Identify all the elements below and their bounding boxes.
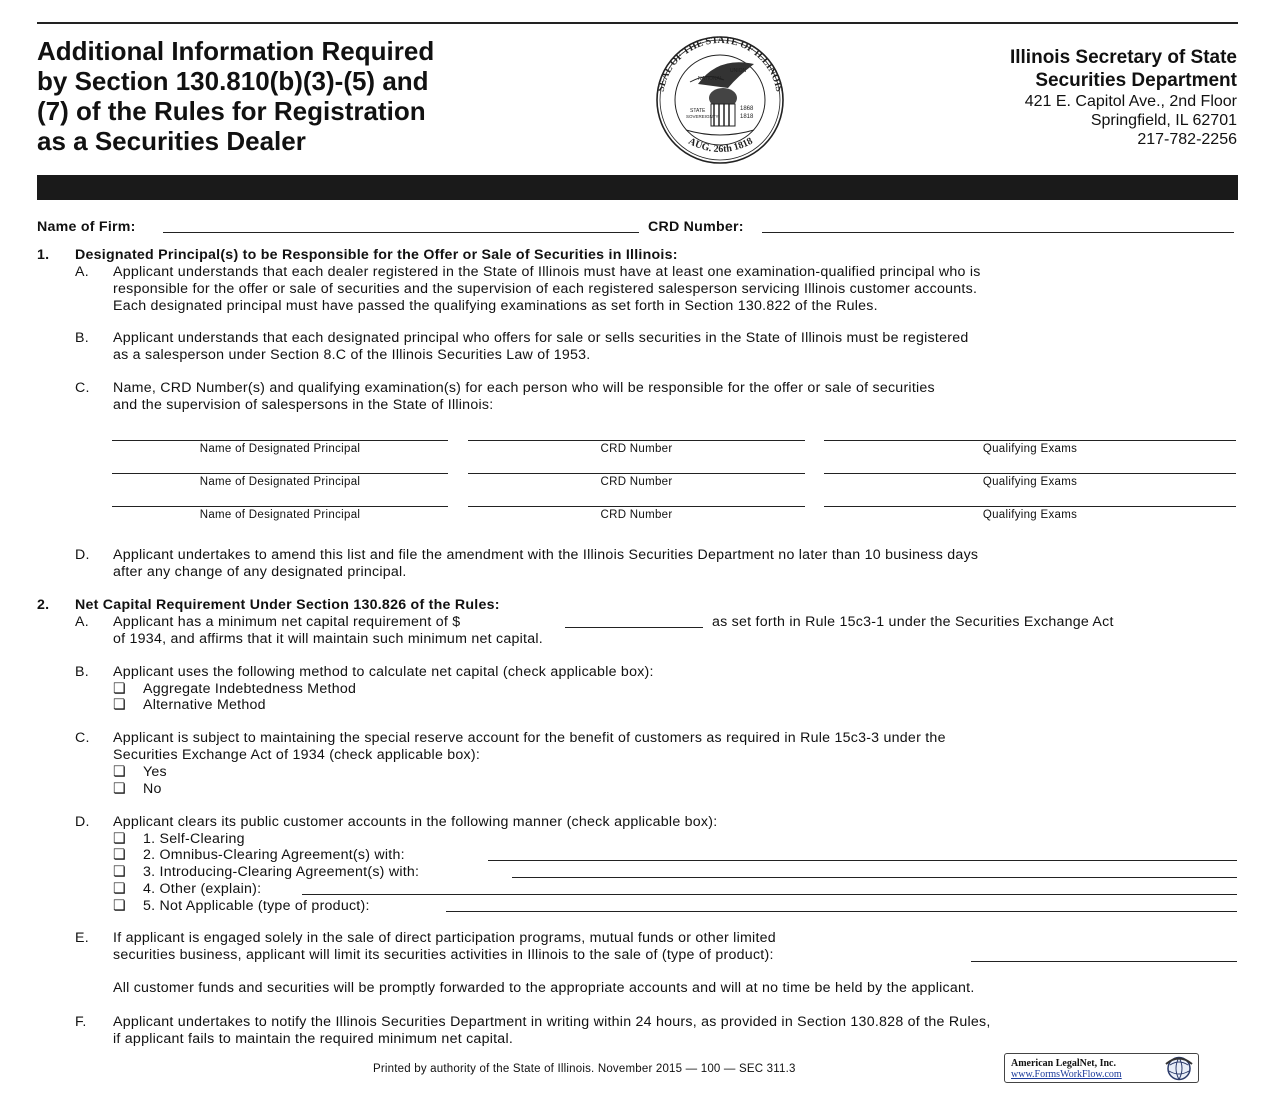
text-line: Each designated principal must have passed the qualifying examinations as set forth in Section 130.822 of the Rules. — [113, 298, 878, 314]
checkbox-option[interactable] — [113, 881, 261, 898]
checkbox-option[interactable] — [113, 697, 266, 714]
column-caption: CRD Number — [600, 509, 673, 521]
principal-name-field[interactable] — [112, 440, 448, 441]
checkbox-icon[interactable]: ❏ — [113, 697, 126, 713]
text-line: Applicant undertakes to amend this list and file the amendment with the Illinois Securities Department no later than 10 business days — [113, 547, 979, 563]
seal-year-text: 1868 — [740, 106, 754, 112]
item-letter: B. — [75, 330, 89, 346]
item-text: Applicant uses the following method to calculate net capital (check applicable box): — [113, 664, 654, 680]
item-text: If applicant is engaged solely in the sale of direct participation programs, mutual funds or other limited — [113, 930, 776, 946]
item-text: Applicant clears its public customer accounts in the following manner (check applicable box): — [113, 814, 718, 830]
principal-exams-field[interactable] — [824, 440, 1236, 441]
text-line: after any change of any designated principal. — [113, 564, 407, 580]
seal-date-text: AUG. 26th 1818 — [686, 135, 755, 156]
top-rule — [37, 22, 1238, 24]
principal-name-field[interactable] — [112, 506, 448, 507]
title-line: Additional Information Required — [37, 36, 435, 66]
item-text: securities business, applicant will limit its securities activities in Illinois to the sale of (type of product): — [113, 947, 774, 963]
item-letter: D. — [75, 547, 90, 563]
checkbox-icon[interactable]: ❏ — [113, 864, 126, 880]
option-label: No — [143, 781, 162, 797]
omnibus-clearing-field[interactable] — [488, 860, 1237, 861]
crd-number-label: CRD Number: — [648, 219, 744, 235]
brand-name: American LegalNet, Inc. — [1011, 1058, 1116, 1069]
text-line: Applicant understands that each designated principal who offers for sale or sells securities in the State of Illinois must be registered — [113, 330, 969, 346]
section-heading: Designated Principal(s) to be Responsible for the Offer or Sale of Securities in Illinois: — [75, 247, 678, 263]
option-label: Aggregate Indebtedness Method — [143, 681, 357, 697]
footer-text: Printed by authority of the State of Illinois. November 2015 — 100 — SEC 311.3 — [373, 1063, 796, 1075]
principal-crd-field[interactable] — [468, 473, 805, 474]
brand-link[interactable]: www.FormsWorkFlow.com — [1011, 1069, 1122, 1080]
item-letter: C. — [75, 380, 90, 396]
text-line: Applicant is subject to maintaining the special reserve account for the benefit of customers as required in Rule 15c3-3 under the — [113, 730, 946, 746]
header-bar — [37, 175, 1238, 200]
state-seal-icon — [628, 36, 813, 164]
address-street: 421 E. Capitol Ave., 2nd Floor — [1024, 93, 1237, 110]
column-caption: Qualifying Exams — [982, 443, 1078, 455]
seal-banner-text: NATIONAL — [698, 76, 723, 82]
seal-arc-text: SEAL OF THE STATE OF ILLINOIS — [655, 36, 785, 93]
item-text — [113, 330, 969, 364]
checkbox-icon[interactable]: ❏ — [113, 764, 126, 780]
seal-banner-text: SOVEREIGNTY — [686, 114, 719, 119]
column-caption: Name of Designated Principal — [199, 443, 361, 455]
text-line: responsible for the offer or sale of securities and the supervision of each registered salesperson servicing Illinois customer accounts. — [113, 281, 978, 297]
item-text — [113, 730, 946, 764]
checkbox-option[interactable] — [113, 681, 356, 698]
agency-name: Illinois Secretary of State — [1009, 47, 1237, 68]
net-capital-amount-field[interactable] — [565, 627, 703, 628]
checkbox-option[interactable] — [113, 898, 370, 915]
checkbox-icon[interactable]: ❏ — [113, 831, 126, 847]
checkbox-option[interactable] — [113, 781, 162, 798]
title-line: as a Securities Dealer — [37, 126, 306, 156]
checkbox-icon[interactable]: ❏ — [113, 881, 126, 897]
option-label: 1. Self-Clearing — [143, 831, 245, 847]
not-applicable-product-field[interactable] — [446, 911, 1237, 912]
item-letter: D. — [75, 814, 90, 830]
item-letter: A. — [75, 614, 89, 630]
column-caption: Qualifying Exams — [982, 509, 1078, 521]
column-caption: Name of Designated Principal — [199, 509, 361, 521]
section-number: 2. — [37, 597, 50, 613]
brand-badge[interactable] — [1004, 1053, 1199, 1083]
department-name: Securities Department — [1035, 70, 1237, 91]
item-letter: F. — [75, 1014, 87, 1030]
column-caption: CRD Number — [600, 443, 673, 455]
text-line: Applicant undertakes to notify the Illinois Securities Department in writing within 24 hours, as provided in Section 130.828 of the Rules, — [113, 1014, 991, 1030]
text-line: Applicant understands that each dealer registered in the State of Illinois must have at least one examination-qualified principal who is — [113, 264, 981, 280]
item-text: All customer funds and securities will be promptly forwarded to the appropriate accounts and will at no time be held by the applicant. — [113, 980, 975, 996]
principal-exams-field[interactable] — [824, 473, 1236, 474]
product-type-field[interactable] — [971, 961, 1237, 962]
item-letter: A. — [75, 264, 89, 280]
agency-block — [1010, 46, 1237, 149]
section-heading: Net Capital Requirement Under Section 130.826 of the Rules: — [75, 597, 500, 613]
checkbox-option[interactable] — [113, 831, 245, 848]
checkbox-icon[interactable]: ❏ — [113, 781, 126, 797]
introducing-clearing-field[interactable] — [512, 877, 1237, 878]
item-letter: B. — [75, 664, 89, 680]
title-line: (7) of the Rules for Registration — [37, 96, 426, 126]
option-label: Alternative Method — [143, 697, 266, 713]
item-letter: E. — [75, 930, 89, 946]
firm-name-label: Name of Firm: — [37, 219, 136, 235]
column-caption: CRD Number — [600, 476, 673, 488]
item-text: as set forth in Rule 15c3-1 under the Securities Exchange Act — [712, 614, 1114, 630]
seal-year-text: 1818 — [740, 114, 754, 120]
text-line: Name, CRD Number(s) and qualifying examination(s) for each person who will be responsible for the offer or sale of securities — [113, 380, 935, 396]
principal-exams-field[interactable] — [824, 506, 1236, 507]
principal-name-field[interactable] — [112, 473, 448, 474]
form-title — [37, 36, 577, 156]
principal-crd-field[interactable] — [468, 506, 805, 507]
section-number: 1. — [37, 247, 50, 263]
item-text: Applicant has a minimum net capital requirement of $ — [113, 614, 461, 630]
text-line: if applicant fails to maintain the required minimum net capital. — [113, 1031, 514, 1047]
globe-icon — [1164, 1055, 1194, 1082]
firm-name-field[interactable] — [163, 232, 639, 233]
text-line: as a salesperson under Section 8.C of the Illinois Securities Law of 1953. — [113, 347, 591, 363]
phone-number: 217-782-2256 — [1137, 131, 1237, 148]
item-letter: C. — [75, 730, 90, 746]
option-label: 5. Not Applicable (type of product): — [143, 898, 370, 914]
checkbox-icon[interactable]: ❏ — [113, 898, 126, 914]
other-explain-field[interactable] — [302, 894, 1237, 895]
seal-banner-text: STATE — [690, 108, 706, 114]
option-label: 2. Omnibus-Clearing Agreement(s) with: — [143, 847, 405, 863]
option-label: 3. Introducing-Clearing Agreement(s) with: — [143, 864, 420, 880]
seal-banner-text: UNION — [730, 68, 747, 74]
crd-number-field[interactable] — [762, 232, 1234, 233]
checkbox-option[interactable] — [113, 864, 419, 881]
checkbox-option[interactable] — [113, 764, 167, 781]
item-text: of 1934, and affirms that it will maintain such minimum net capital. — [113, 631, 543, 647]
column-caption: Name of Designated Principal — [199, 476, 361, 488]
item-text — [113, 547, 978, 581]
item-text — [113, 1014, 991, 1048]
checkbox-icon[interactable]: ❏ — [113, 681, 126, 697]
address-city: Springfield, IL 62701 — [1090, 112, 1237, 129]
title-line: by Section 130.810(b)(3)-(5) and — [37, 66, 429, 96]
text-line: Securities Exchange Act of 1934 (check applicable box): — [113, 747, 481, 763]
option-label: Yes — [143, 764, 167, 780]
text-line: and the supervision of salespersons in the State of Illinois: — [113, 397, 494, 413]
checkbox-option[interactable] — [113, 847, 405, 864]
option-label: 4. Other (explain): — [143, 881, 262, 897]
principal-crd-field[interactable] — [468, 440, 805, 441]
column-caption: Qualifying Exams — [982, 476, 1078, 488]
item-text — [113, 380, 935, 414]
checkbox-icon[interactable]: ❏ — [113, 847, 126, 863]
item-text — [113, 264, 981, 315]
